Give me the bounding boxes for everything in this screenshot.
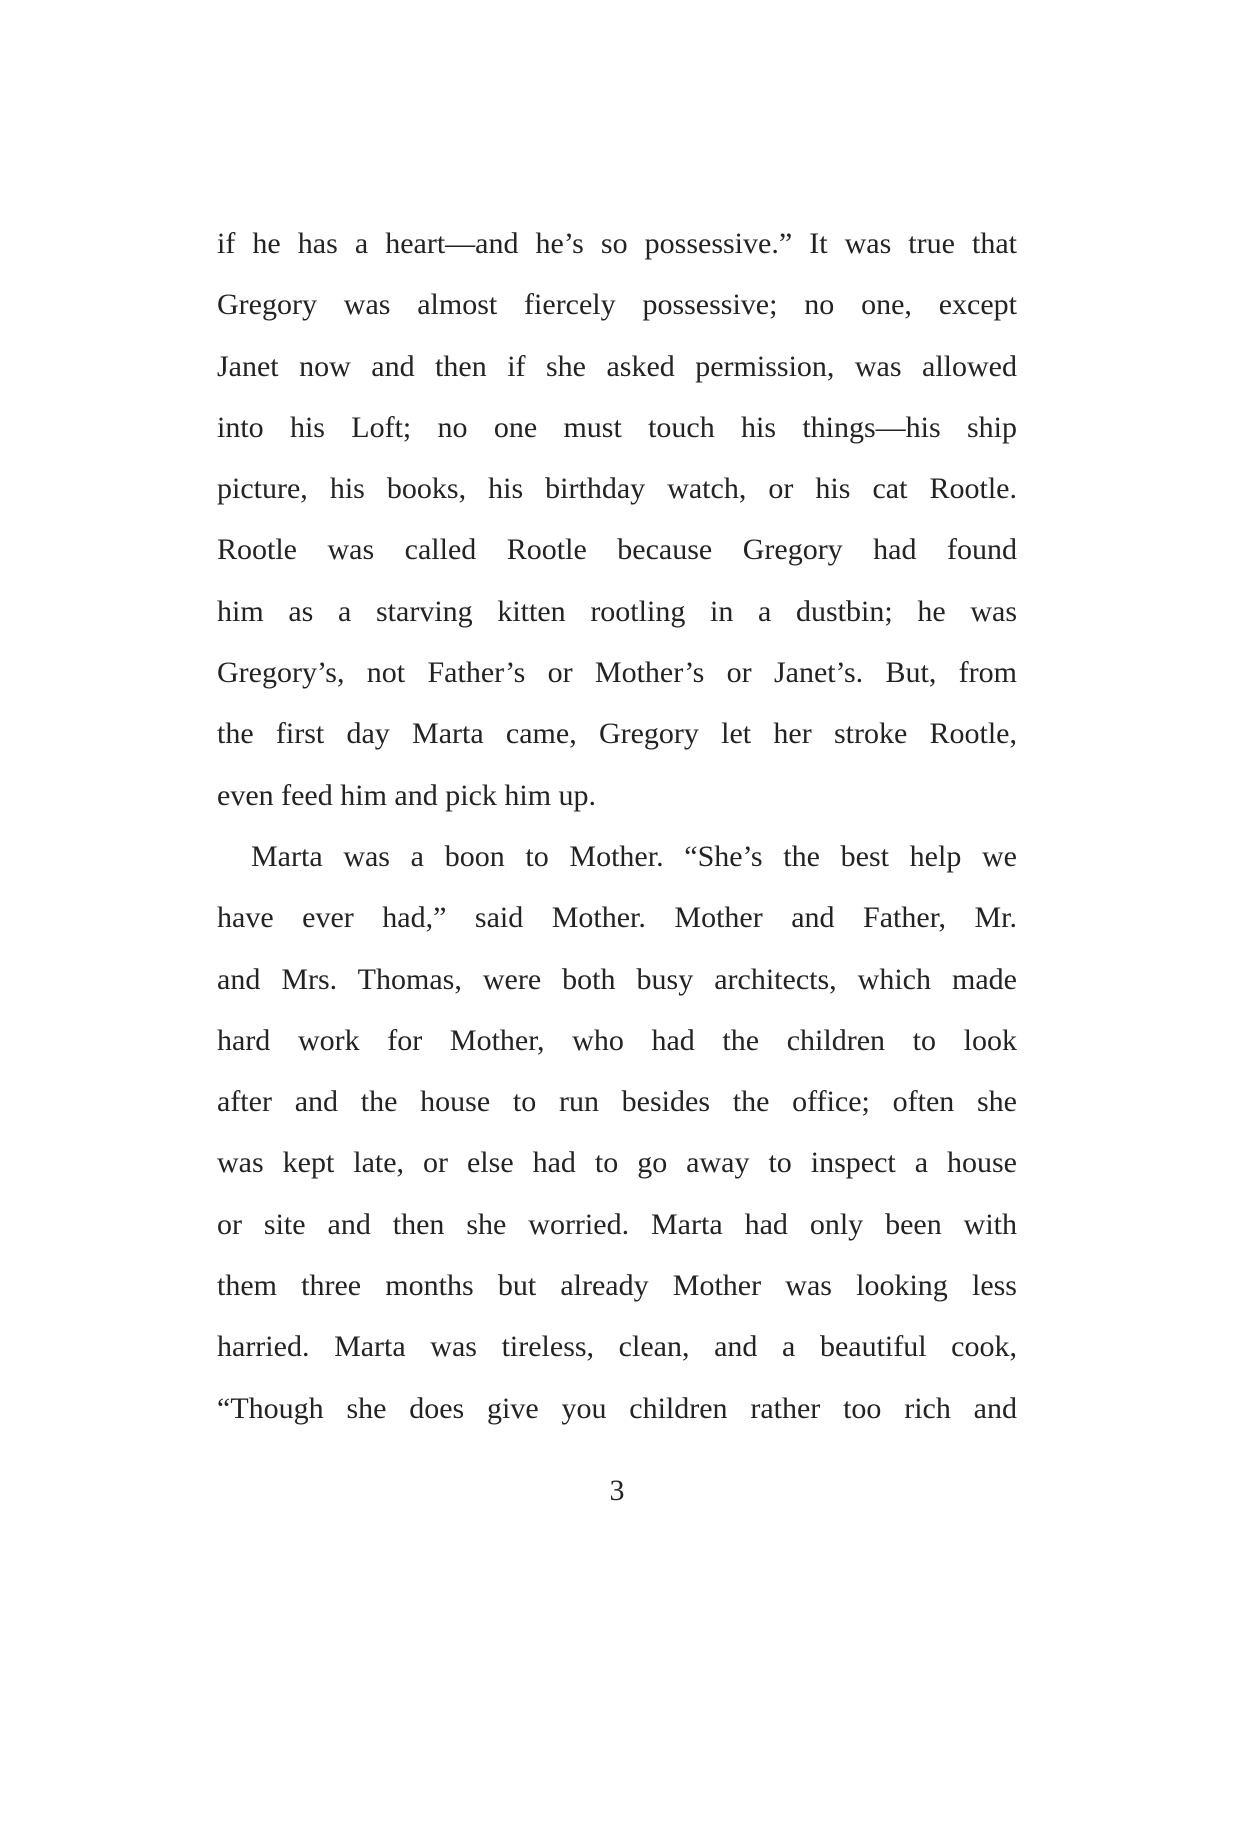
text-line: “Though she does give you children rather too rich and [217, 1391, 1017, 1425]
text-line: after and the house to run besides the office; often she [217, 1085, 1017, 1119]
text-line: have ever had,” said Mother. Mother and Father, Mr. [217, 901, 1017, 935]
text-line: was kept late, or else had to go away to inspect a house [217, 1146, 1017, 1180]
page-text [217, 213, 1017, 1439]
text-line: the first day Marta came, Gregory let her stroke Rootle, [217, 717, 1017, 751]
text-line: them three months but already Mother was looking less [217, 1269, 1017, 1303]
text-line: Marta was a boon to Mother. “She’s the best help we [251, 839, 1017, 873]
text-line: if he has a heart—and he’s so possessive.” It was true that [217, 227, 1017, 260]
text-line: Gregory’s, not Father’s or Mother’s or Janet’s. But, from [217, 656, 1017, 690]
text-line: Janet now and then if she asked permission, was allowed [217, 349, 1017, 383]
text-line: him as a starving kitten rootling in a dustbin; he was [217, 594, 1017, 628]
text-line: Rootle was called Rootle because Gregory had found [217, 533, 1017, 567]
text-line: picture, his books, his birthday watch, or his cat Rootle. [217, 472, 1017, 506]
page-number: 3 [609, 1474, 625, 1507]
text-line: or site and then she worried. Marta had only been with [217, 1207, 1017, 1241]
text-line: into his Loft; no one must touch his things—his ship [217, 410, 1017, 444]
text-line: and Mrs. Thomas, were both busy architects, which made [217, 962, 1017, 996]
text-line: hard work for Mother, who had the children to look [217, 1023, 1017, 1057]
text-line: even feed him and pick him up. [217, 778, 597, 812]
text-line: Gregory was almost fiercely possessive; no one, except [217, 288, 1017, 322]
text-line: harried. Marta was tireless, clean, and a beautiful cook, [217, 1330, 1017, 1364]
